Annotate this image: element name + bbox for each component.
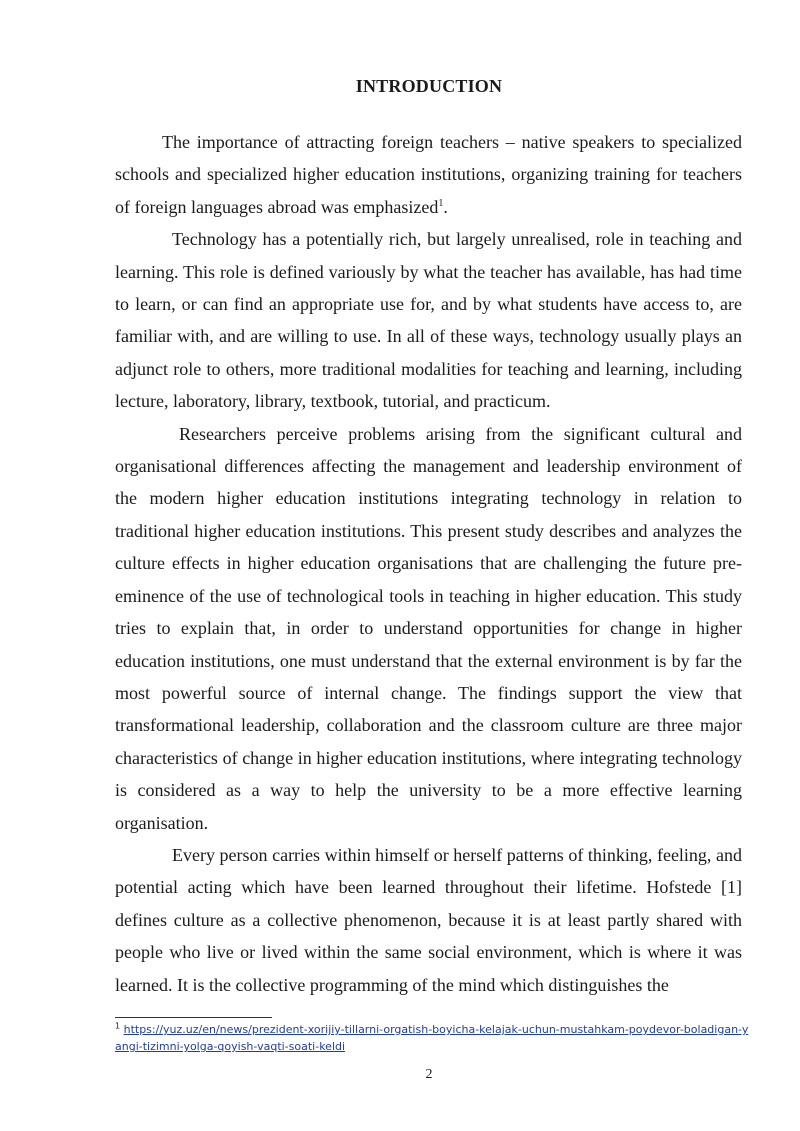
- footnote-reference[interactable]: 1: [438, 197, 444, 209]
- footnote-link[interactable]: https://yuz.uz/en/news/prezident-xorijiy-tillarni-orgatish-boyicha-kelajak-uchun-mustahkam-poydevor-boladigan-yangi-tizimni-yolga-qoyish-vaqti-soati-keldi: [115, 1023, 749, 1053]
- footnote-separator: [115, 1017, 272, 1018]
- paragraph-3: Researchers perceive problems arising from the significant cultural and organisational differences affecting the management and leadership environment of the modern higher education institutions integrating technology in relation to traditional higher education institutions. This present study describes and analyzes the culture effects in higher education organisations that are challenging the future pre-eminence of the use of technological tools in teaching in higher education. This study tries to explain that, in order to understand opportunities for change in higher education institutions, one must understand that the external environment is by far the most powerful source of internal change. The findings support the view that transformational leadership, collaboration and the classroom culture are three major characteristics of change in higher education institutions, where integrating technology is considered as a way to help the university to be a more effective learning organisation.: [115, 423, 742, 833]
- footnote-marker: 1: [115, 1021, 121, 1031]
- footnote: [115, 1021, 755, 1055]
- paragraph-1-text: The importance of attracting foreign teachers – native speakers to specialized schools and specialized higher education institutions, organizing training for teachers of foreign languages abroad was emphasized: [115, 132, 742, 217]
- paragraph-1: [115, 126, 742, 223]
- paragraph-1-end: .: [443, 196, 448, 217]
- page-number: 2: [425, 1067, 433, 1082]
- paragraph-4: Every person carries within himself or herself patterns of thinking, feeling, and potential acting which have been learned throughout their lifetime. Hofstede [1] defines culture as a collective phenomenon, because it is at least partly shared with people who live or lived within the same social environment, which is where it was learned. It is the collective programming of the mind which distinguishes the: [115, 844, 742, 995]
- paragraph-2: Technology has a potentially rich, but largely unrealised, role in teaching and learning. This role is defined variously by what the teacher has available, has had time to learn, or can find an appropriate use for, and by what students have access to, are familiar with, and are willing to use. In all of these ways, technology usually plays an adjunct role to others, more traditional modalities for teaching and learning, including lecture, laboratory, library, textbook, tutorial, and practicum.: [115, 229, 742, 412]
- section-heading: INTRODUCTION: [355, 76, 503, 96]
- body-text: [115, 126, 742, 1001]
